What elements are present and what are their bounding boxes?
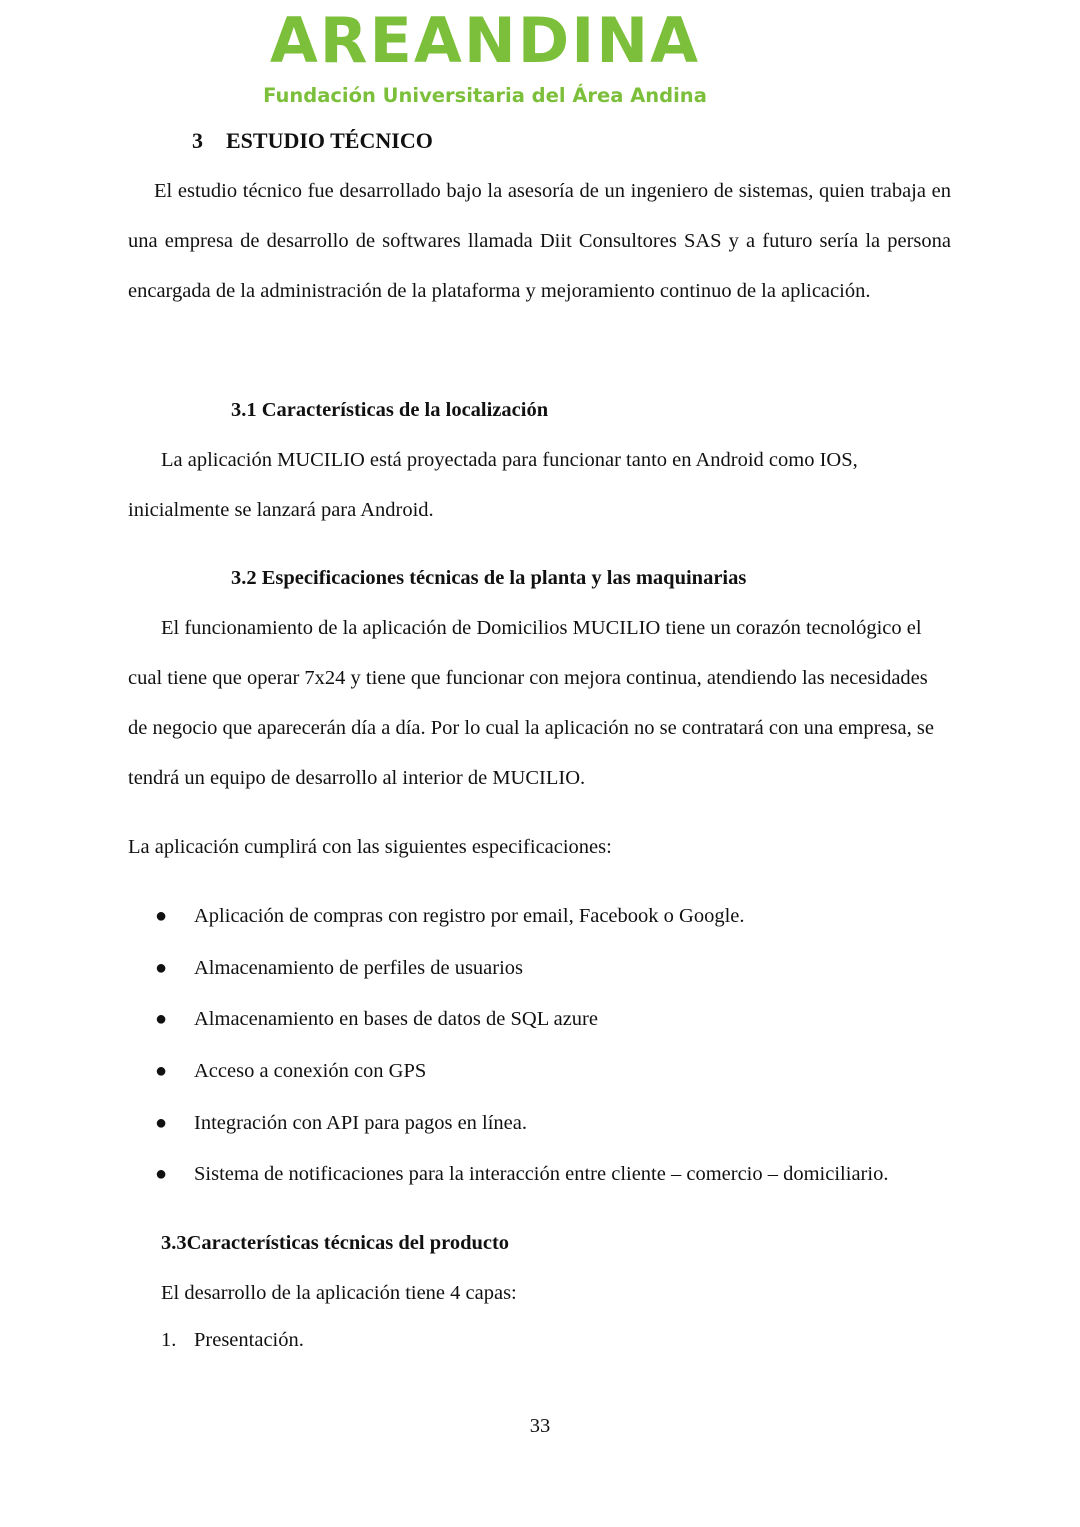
page-number: 33 xyxy=(529,1415,551,1437)
list-number: 1. xyxy=(161,1329,177,1351)
list-item: ● Sistema de notificaciones para la interacción entre cliente – comercio – domiciliario. xyxy=(155,1163,889,1186)
specifications-intro: La aplicación cumplirá con las siguientes especificaciones: xyxy=(128,836,612,858)
areandina-logo xyxy=(262,6,708,118)
section-3-number: 3 xyxy=(192,128,203,153)
list-item-text: Presentación. xyxy=(194,1329,304,1351)
section-3-title: ESTUDIO TÉCNICO xyxy=(226,128,433,153)
list-item: ● Aplicación de compras con registro por email, Facebook o Google. xyxy=(155,905,745,927)
section-3-3-intro: El desarrollo de la aplicación tiene 4 capas: xyxy=(161,1282,517,1304)
section-3-2-paragraph: El funcionamiento de la aplicación de Domicilios MUCILIO tiene un corazón tecnológico el cual tiene que operar 7x24 y tiene que funcionar con mejora continua, atendiendo las necesidades de negocio que aparecerán día a día. Por lo cual la aplicación no se contratará con una empresa, se tendrá un equipo de desarrollo al interior de MUCILIO. xyxy=(128,617,934,789)
list-item: ● Acceso a conexión con GPS xyxy=(155,1060,427,1083)
list-item: ● Almacenamiento en bases de datos de SQL azure xyxy=(155,1008,598,1031)
logo-subtitle: Fundación Universitaria del Área Andina xyxy=(263,84,707,107)
section-3-heading xyxy=(192,126,433,156)
section-3-2-heading: 3.2 Especificaciones técnicas de la planta y las maquinarias xyxy=(231,567,747,589)
layers-list xyxy=(161,1325,304,1355)
list-item: ● Integración con API para pagos en línea. xyxy=(155,1111,528,1134)
logo-name: AREANDINA xyxy=(269,4,701,77)
section-3-paragraph: El estudio técnico fue desarrollado bajo la asesoría de un ingeniero de sistemas, quien trabaja en una empresa de desarrollo de softwares llamada Diit Consultores SAS y a futuro sería la persona encargada de la administración de la plataforma y mejoramiento continuo de la aplicación. xyxy=(128,180,951,302)
specifications-list xyxy=(155,895,955,1205)
section-3-1-paragraph: La aplicación MUCILIO está proyectada para funcionar tanto en Android como IOS, inicialmente se lanzará para Android. xyxy=(128,449,858,521)
section-3-3-heading: 3.3Características técnicas del producto xyxy=(161,1232,510,1254)
list-item: ● Almacenamiento de perfiles de usuarios xyxy=(155,956,524,979)
section-3-1-heading: 3.1 Características de la localización xyxy=(231,399,549,421)
